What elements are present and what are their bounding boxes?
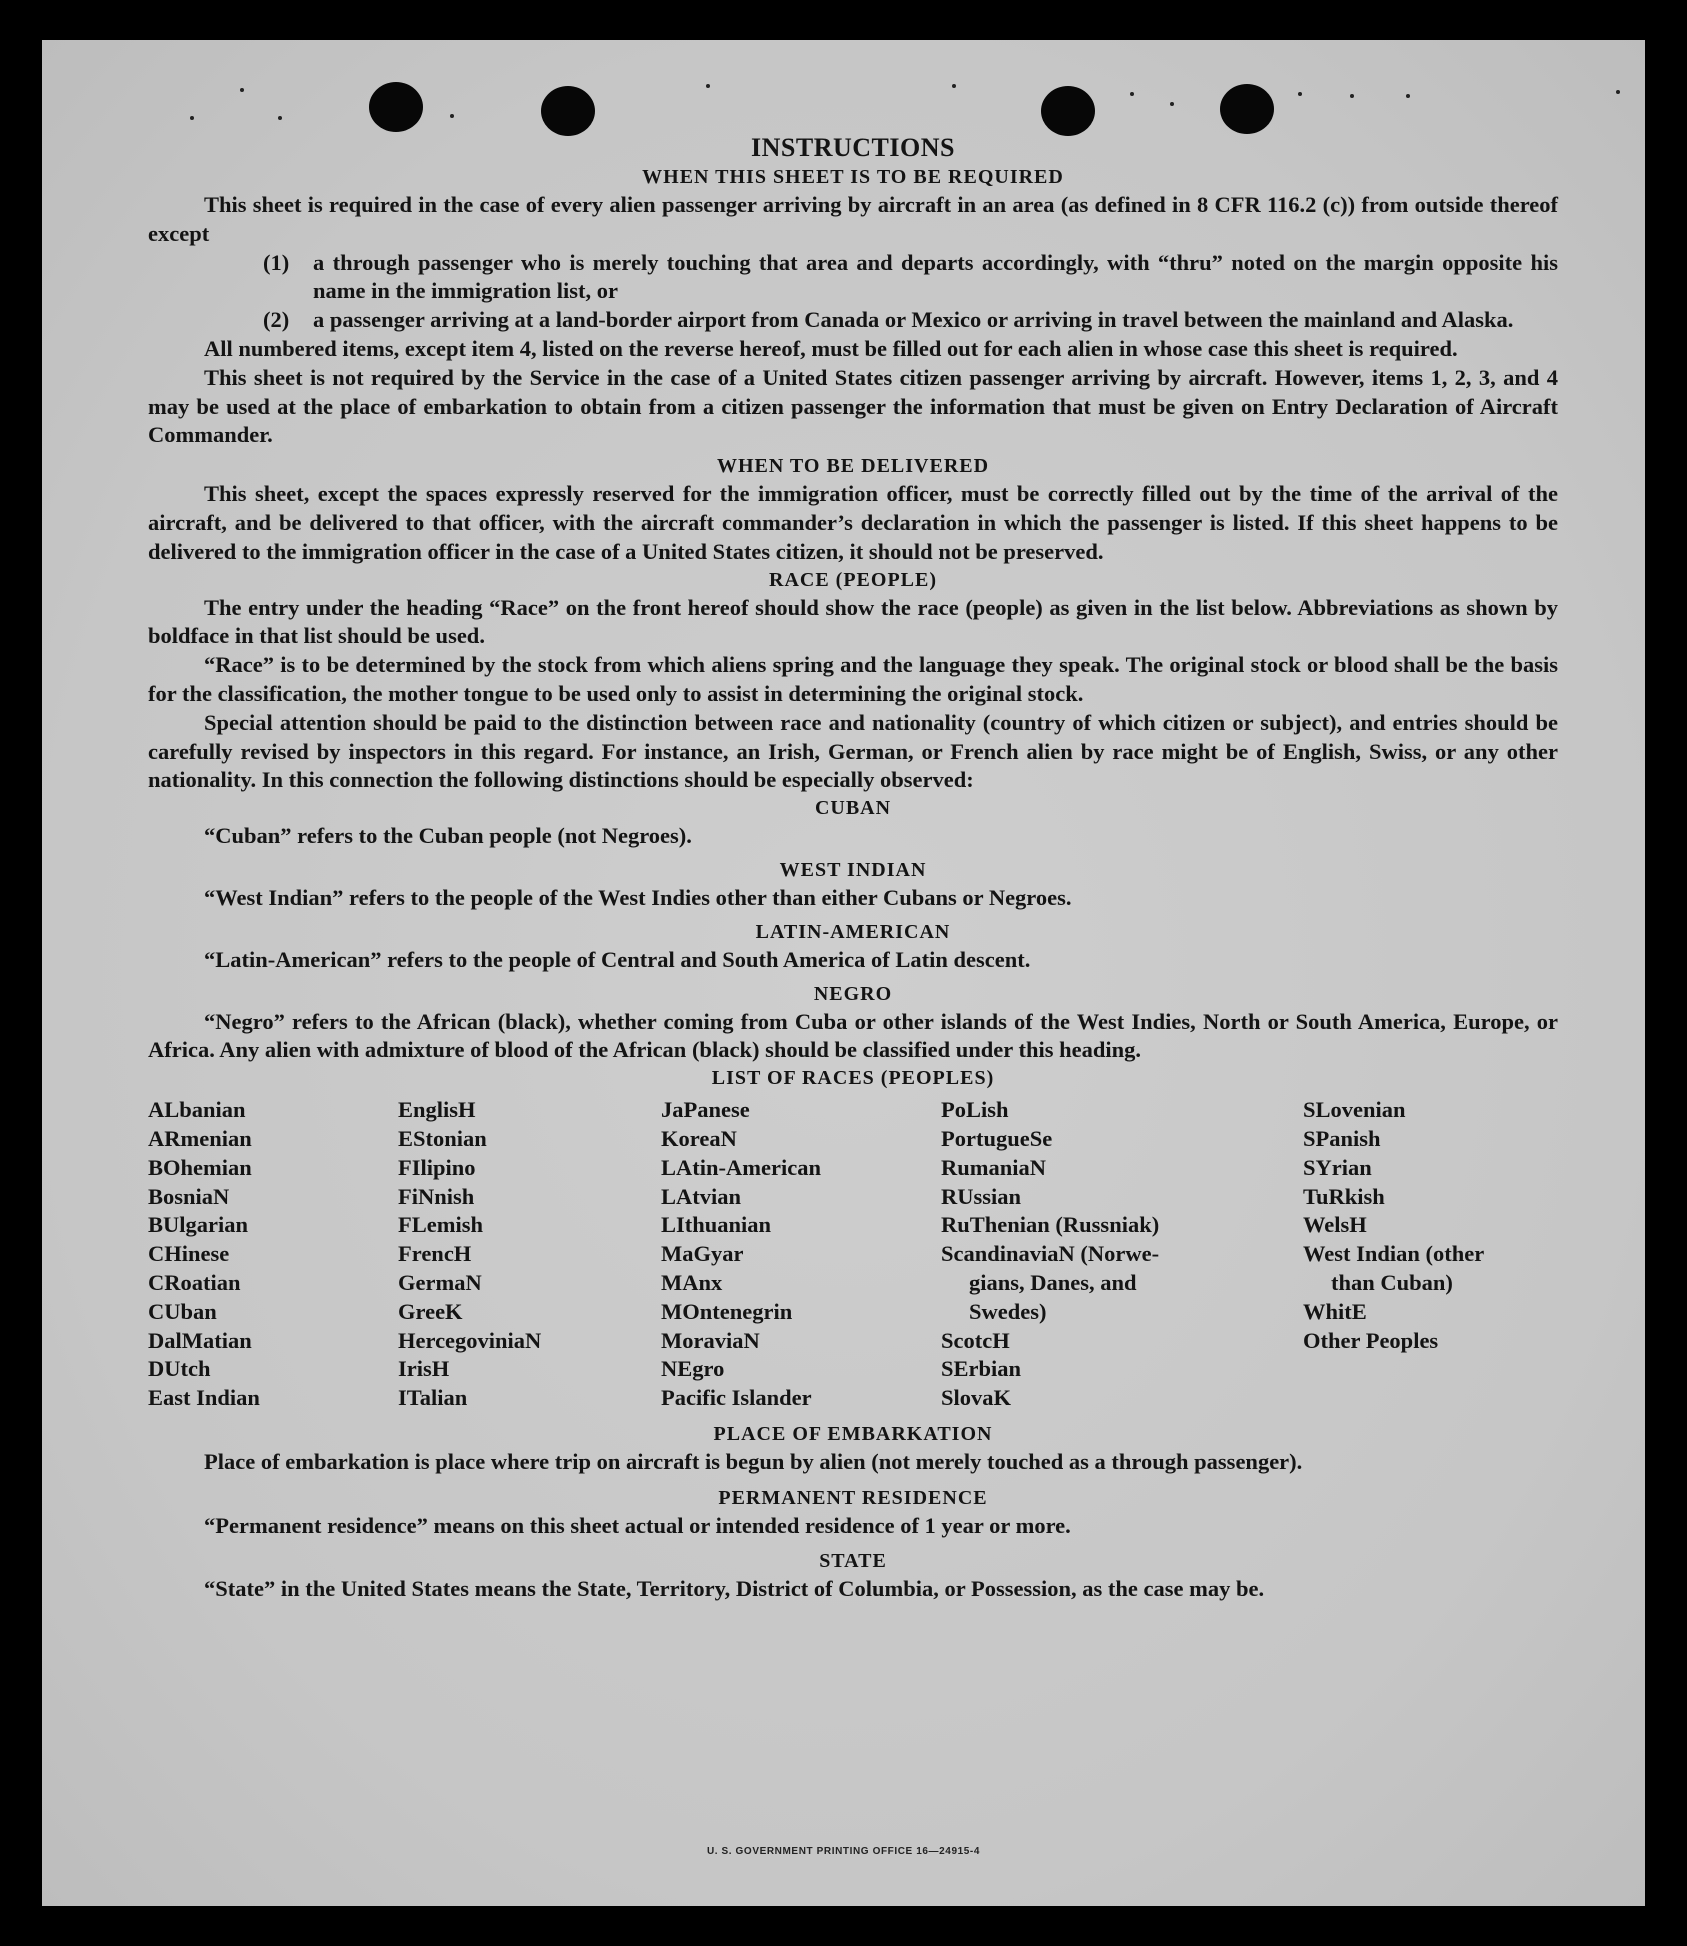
race-item: PortugueSe xyxy=(941,1125,1053,1151)
race-item: SYrian xyxy=(1303,1154,1372,1180)
heading-race: RACE (PEOPLE) xyxy=(769,568,937,591)
item-number: (2) xyxy=(263,307,290,333)
numbered-items-paragraph: All numbered items, except item 4, listed on the reverse hereof, must be filled out for each alien in whose case this sheet is required. xyxy=(204,335,1458,361)
race-column-3 xyxy=(661,1096,941,1413)
race-item: SLovenian xyxy=(1303,1097,1406,1123)
speck xyxy=(190,116,194,120)
embarkation-paragraph: Place of embarkation is place where trip on aircraft is begun by alien (not merely touched as a through passenger). xyxy=(204,1448,1303,1474)
race-item: SPanish xyxy=(1303,1125,1381,1151)
when-required-intro: This sheet is required in the case of every alien passenger arriving by aircraft in an area (as defined in 8 CFR 116.2 (c)) from outside thereof except xyxy=(148,192,1558,246)
speck xyxy=(1350,94,1354,98)
race-item: CUban xyxy=(148,1298,217,1324)
race-item: TuRkish xyxy=(1303,1183,1385,1209)
race-item: JaPanese xyxy=(661,1097,750,1123)
race-item: FIlipino xyxy=(398,1154,476,1180)
speck xyxy=(1130,92,1134,96)
race-column-2 xyxy=(398,1096,661,1413)
race-item: HercegoviniaN xyxy=(398,1327,542,1353)
exception-item-2 xyxy=(148,306,1558,335)
residence-paragraph: “Permanent residence” means on this sheet actual or intended residence of 1 year or more. xyxy=(204,1512,1071,1538)
race-item: MoraviaN xyxy=(661,1327,760,1353)
race-item-continued: Swedes) xyxy=(969,1298,1047,1324)
race-item: ScotcH xyxy=(941,1327,1010,1353)
race-item: EStonian xyxy=(398,1125,487,1151)
exception-item-1 xyxy=(148,249,1558,307)
speck xyxy=(450,114,454,118)
race-item: WhitE xyxy=(1303,1298,1367,1324)
race-paragraph-3: Special attention should be paid to the distinction between race and nationality (country of which citizen or subject), and entries should be carefully revised by inspectors in this regard. For instance, an Irish, German, or French alien by race might be of English, Swiss, or any other nationality. In this connection the following distinctions should be especially observed: xyxy=(148,709,1558,793)
speck xyxy=(1616,90,1620,94)
race-item: CRoatian xyxy=(148,1269,241,1295)
race-item: GermaN xyxy=(398,1269,482,1295)
printing-office-imprint: U. S. GOVERNMENT PRINTING OFFICE 16—24915-4 xyxy=(706,1846,981,1857)
race-item: LAtvian xyxy=(661,1183,742,1209)
race-item: LAtin-American xyxy=(661,1154,821,1180)
citizen-paragraph: This sheet is not required by the Service in the case of a United States citizen passenger arriving by aircraft. However, items 1, 2, 3, and 4 may be used at the place of embarkation to obtain from a citizen passenger the information that must be given on Entry Declaration of Aircraft Commander. xyxy=(148,364,1558,448)
state-paragraph: “State” in the United States means the State, Territory, District of Columbia, or Possession, as the case may be. xyxy=(204,1576,1265,1602)
negro-paragraph: “Negro” refers to the African (black), whether coming from Cuba or other islands of the West Indies, North or South America, Europe, or Africa. Any alien with admixture of blood of the African (black) should be classified under this heading. xyxy=(148,1008,1558,1063)
race-item: RUssian xyxy=(941,1183,1022,1209)
race-item-continued: than Cuban) xyxy=(1331,1269,1453,1295)
speck xyxy=(1170,102,1174,106)
item-text: a through passenger who is merely touching that area and departs accordingly, with “thru” noted on the margin opposite his name in the immigration list, or xyxy=(313,249,1558,304)
race-item: FrencH xyxy=(398,1241,472,1267)
race-list xyxy=(148,1096,1558,1413)
speck xyxy=(1406,94,1410,98)
heading-list-of-races: LIST OF RACES (PEOPLES) xyxy=(711,1067,995,1090)
race-item: ALbanian xyxy=(148,1097,246,1123)
instructions-body xyxy=(148,132,1558,1604)
heading-west-indian: WEST INDIAN xyxy=(779,858,927,881)
race-item-continued: gians, Danes, and xyxy=(969,1269,1137,1295)
cuban-paragraph: “Cuban” refers to the Cuban people (not Negroes). xyxy=(204,823,692,849)
race-item: RuThenian (Russniak) xyxy=(941,1212,1160,1238)
race-item: FiNnish xyxy=(398,1183,475,1209)
heading-state: STATE xyxy=(819,1550,887,1573)
west-indian-paragraph: “West Indian” refers to the people of the West Indies other than either Cubans or Negroes. xyxy=(204,884,1072,910)
punch-hole xyxy=(541,86,595,136)
race-item: FLemish xyxy=(398,1212,484,1238)
race-item: BUlgarian xyxy=(148,1212,249,1238)
heading-negro: NEGRO xyxy=(813,982,893,1005)
heading-permanent-residence: PERMANENT RESIDENCE xyxy=(718,1486,988,1509)
item-number: (1) xyxy=(263,249,290,275)
race-item: ITalian xyxy=(398,1385,468,1411)
race-item: SErbian xyxy=(941,1356,1022,1382)
race-item: RumaniaN xyxy=(941,1154,1047,1180)
heading-when-required: WHEN THIS SHEET IS TO BE REQUIRED xyxy=(642,166,1064,188)
latin-american-paragraph: “Latin-American” refers to the people of Central and South America of Latin descent. xyxy=(204,946,1031,972)
heading-when-delivered: WHEN TO BE DELIVERED xyxy=(716,455,990,478)
heading-place-of-embarkation: PLACE OF EMBARKATION xyxy=(713,1422,993,1445)
race-column-5 xyxy=(1303,1096,1558,1413)
race-item: DUtch xyxy=(148,1356,211,1382)
race-item: IrisH xyxy=(398,1356,450,1382)
punch-hole xyxy=(369,82,423,132)
race-paragraph-1: The entry under the heading “Race” on the front hereof should show the race (people) as given in the list below. Abbreviations as shown by boldface in that list should be used. xyxy=(148,594,1558,649)
race-item: ScandinaviaN (Norwe- xyxy=(941,1241,1160,1267)
race-item: MAnx xyxy=(661,1269,723,1295)
heading-cuban: CUBAN xyxy=(814,797,892,820)
race-item: WelsH xyxy=(1303,1212,1367,1238)
speck xyxy=(952,84,956,88)
race-item: BosniaN xyxy=(148,1183,230,1209)
race-item: SlovaK xyxy=(941,1385,1012,1411)
speck xyxy=(1298,92,1302,96)
speck xyxy=(278,116,282,120)
punch-hole xyxy=(1220,84,1274,134)
page-title: INSTRUCTIONS xyxy=(751,133,955,162)
race-column-4 xyxy=(941,1096,1303,1413)
race-item: KoreaN xyxy=(661,1125,737,1151)
race-item: BOhemian xyxy=(148,1154,252,1180)
punch-hole xyxy=(1041,86,1095,136)
race-item: East Indian xyxy=(148,1385,260,1411)
speck xyxy=(706,84,710,88)
delivery-paragraph: This sheet, except the spaces expressly reserved for the immigration officer, must be correctly filled out by the time of the arrival of the aircraft, and be delivered to that officer, with the aircraft commander’s declaration in which the passenger is listed. If this sheet happens to be delivered to the immigration officer in the case of a United States citizen, it should not be preserved. xyxy=(148,481,1558,564)
race-item: GreeK xyxy=(398,1298,463,1324)
race-item: NEgro xyxy=(661,1356,725,1382)
race-item: PoLish xyxy=(941,1097,1009,1123)
speck xyxy=(240,88,244,92)
race-item: Pacific Islander xyxy=(661,1385,812,1411)
heading-latin-american: LATIN-AMERICAN xyxy=(755,920,951,943)
race-item: Other Peoples xyxy=(1303,1327,1439,1353)
race-item: EnglisH xyxy=(398,1097,476,1123)
race-item: LIthuanian xyxy=(661,1212,772,1238)
race-column-1 xyxy=(148,1096,398,1413)
race-item: DalMatian xyxy=(148,1327,252,1353)
form-sheet xyxy=(42,40,1645,1906)
race-paragraph-2: “Race” is to be determined by the stock from which aliens spring and the language they speak. The original stock or blood shall be the basis for the classification, the mother tongue to be used only to assist in determining the original stock. xyxy=(148,652,1558,706)
race-item: MaGyar xyxy=(661,1241,744,1267)
race-item: MOntenegrin xyxy=(661,1298,793,1324)
race-item: ARmenian xyxy=(148,1125,252,1151)
race-item: West Indian (other xyxy=(1303,1241,1485,1267)
item-text: a passenger arriving at a land-border airport from Canada or Mexico or arriving in travel between the mainland and Alaska. xyxy=(313,307,1514,333)
race-item: CHinese xyxy=(148,1241,230,1267)
